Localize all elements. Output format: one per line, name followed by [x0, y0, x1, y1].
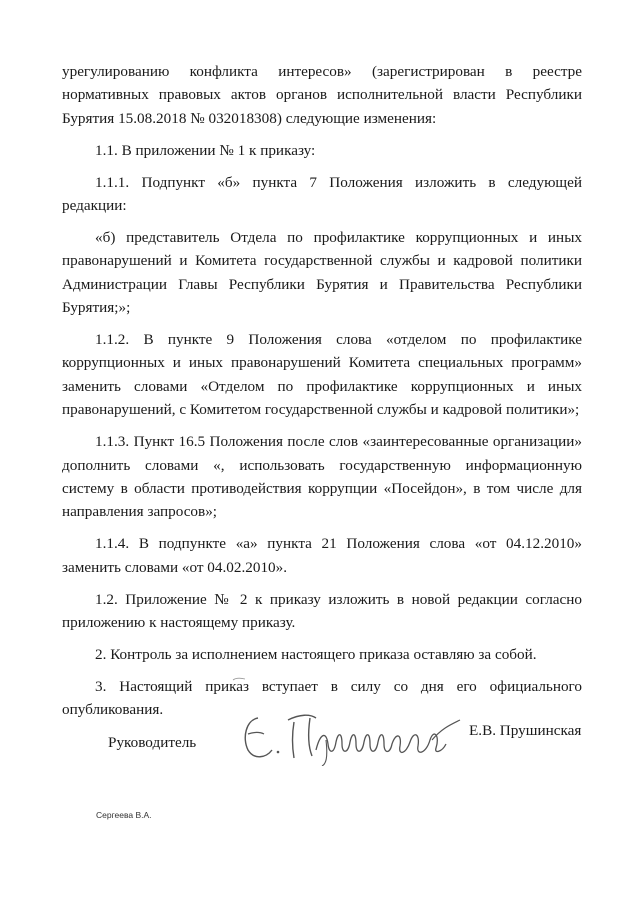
signatory-name: Е.В. Прушинская: [469, 722, 582, 739]
paragraph-intro: урегулированию конфликта интересов» (зарегистрирован в реестре нормативных правовых актов органов исполнительной власти Республики Бурятия 15.08.2018 № 032018308) следующие изменения:: [62, 63, 582, 127]
scan-artifact: [232, 676, 246, 682]
handwritten-signature: [236, 700, 466, 766]
document-body: [62, 60, 582, 730]
paragraph-1-1-1: 1.1.1. Подпункт «б» пункта 7 Положения изложить в следующей редакции:: [62, 173, 582, 215]
paragraph-3: 3. Настоящий приказ вступает в силу со дня его официального опубликования.: [62, 677, 582, 719]
paragraph-1-1: 1.1. В приложении № 1 к приказу:: [95, 141, 316, 159]
paragraph-2: 2. Контроль за исполнением настоящего приказа оставляю за собой.: [95, 645, 537, 663]
paragraph-1-1-3: 1.1.3. Пункт 16.5 Положения после слов «заинтересованные организации» дополнить словами «, использовать государственную информационную систему в области противодействия коррупции «Посейдон», в том числе для направления запросов»;: [62, 433, 582, 521]
paragraph-1-1-4: 1.1.4. В подпункте «а» пункта 21 Положения слова «от 04.12.2010» заменить словами «от 04.02.2010».: [62, 535, 582, 576]
paragraph-quoted-b: «б) представитель Отдела по профилактике коррупционных и иных правонарушений и Комитета государственной службы и кадровой политики Администрации Главы Республики Бурятия и Правительства Республики Бурятия;»;: [62, 228, 582, 317]
signatory-title: Руководитель: [108, 734, 197, 751]
paragraph-1-2: 1.2. Приложение № 2 к приказу изложить в новой редакции согласно приложению к настоящему приказу.: [62, 590, 582, 632]
executor-note: Сергеева В.А.: [96, 810, 152, 820]
signature-block: [0, 700, 640, 780]
paragraph-1-1-2: 1.1.2. В пункте 9 Положения слова «отделом по профилактике коррупционных и иных правонарушений Комитета специальных программ» заменить словами «Отделом по профилактике коррупционных и иных правонарушений, с Комитетом государственной службы и кадровой политики»;: [62, 331, 582, 419]
